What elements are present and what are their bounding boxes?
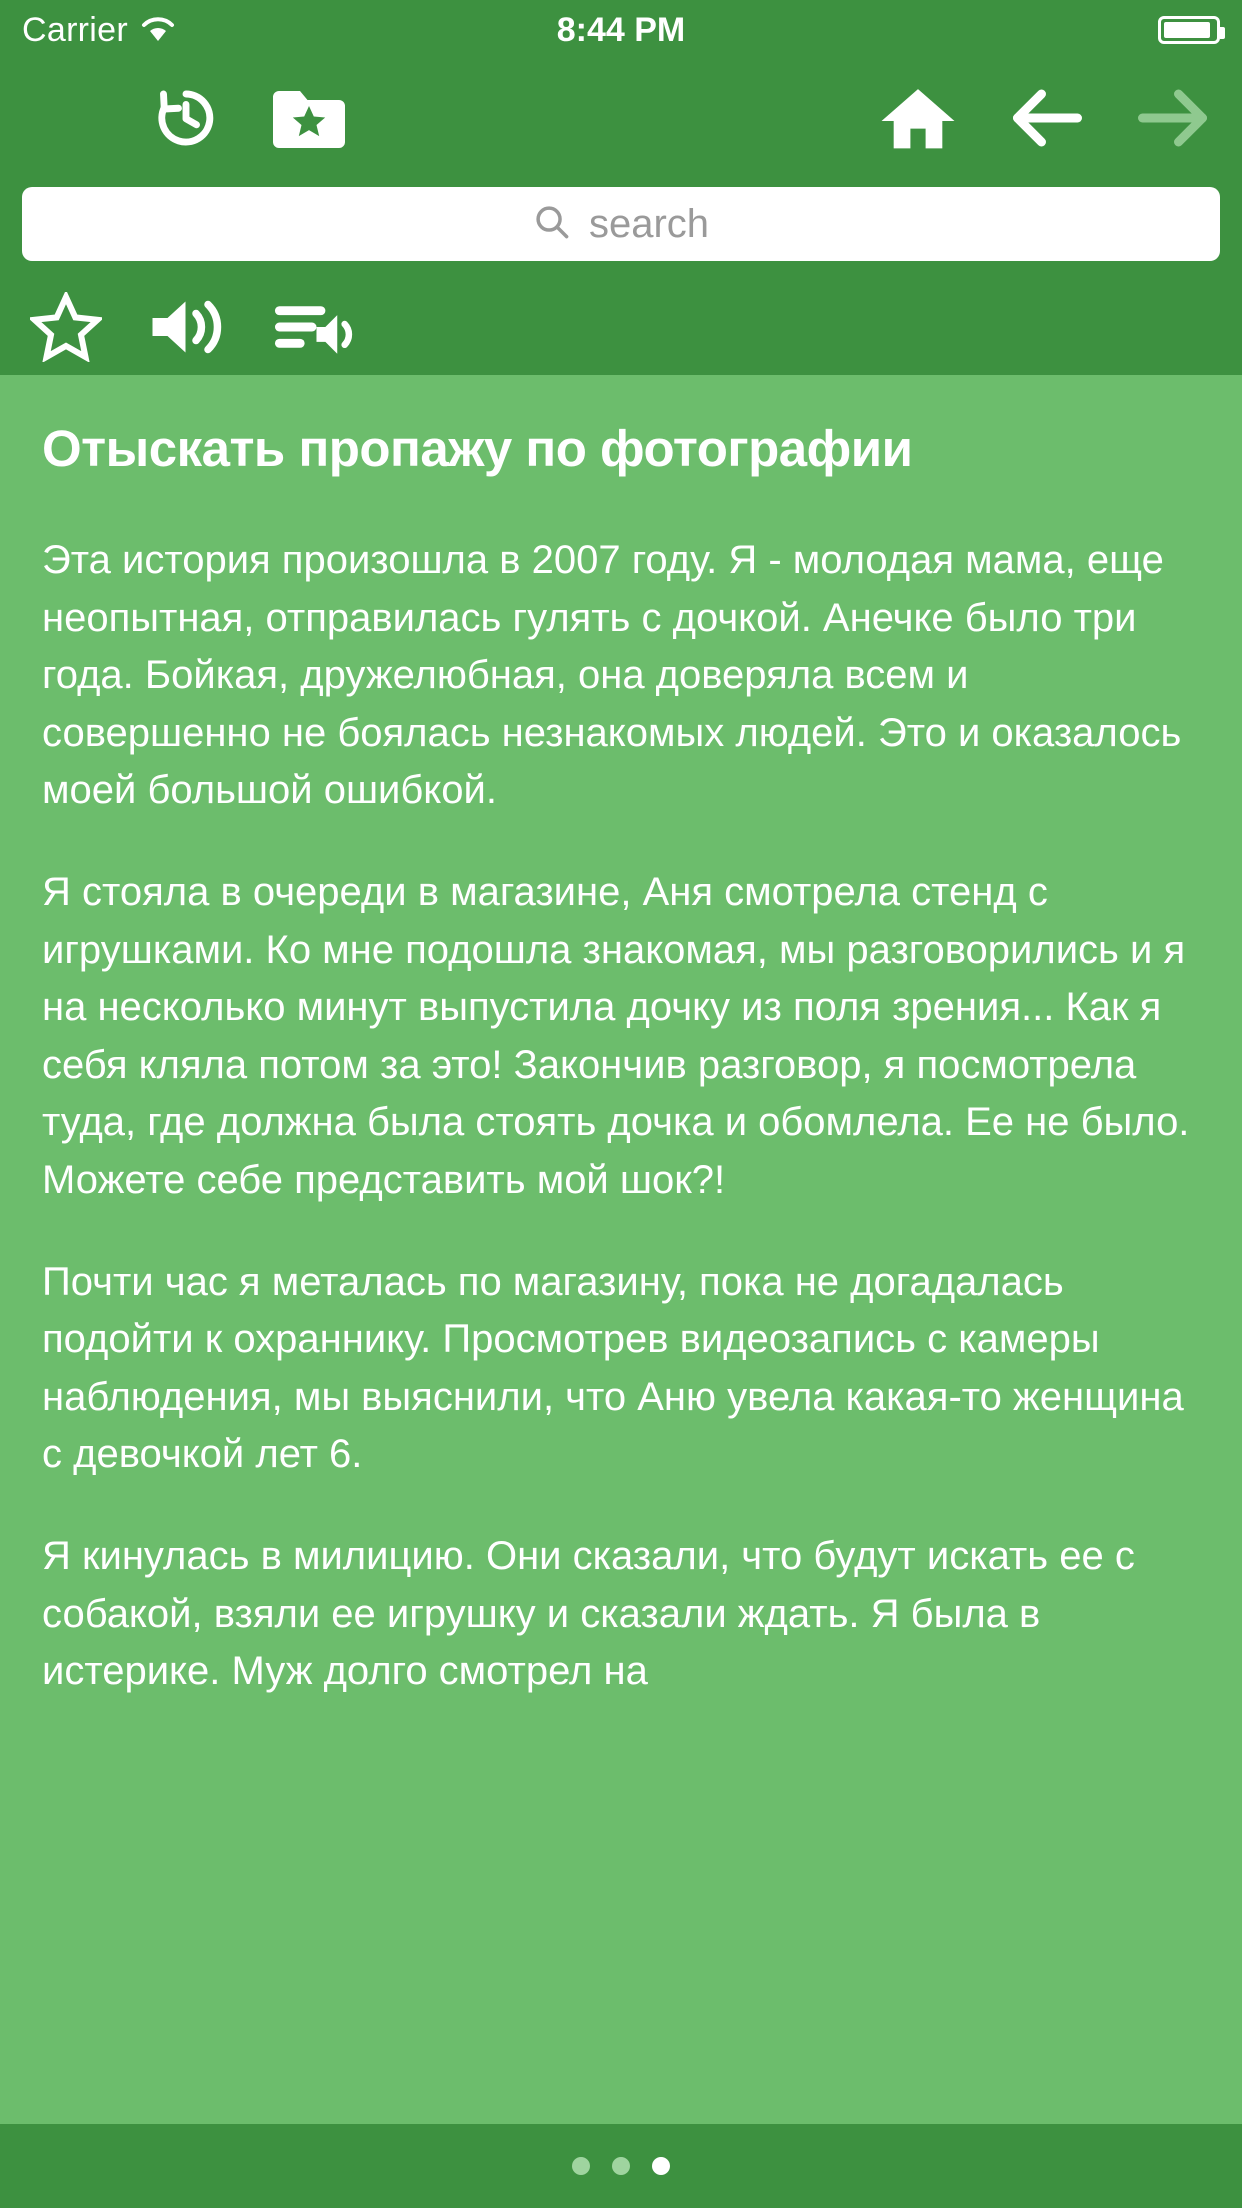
- page-title: Отыскать пропажу по фотографии: [42, 420, 913, 477]
- arrow-right-icon[interactable]: [1136, 88, 1212, 148]
- search-icon: [533, 203, 571, 246]
- search-placeholder: search: [588, 201, 710, 246]
- folder-star-icon[interactable]: [270, 85, 348, 151]
- page-dot[interactable]: [612, 2157, 630, 2175]
- carrier-label: Carrier: [22, 10, 128, 49]
- star-outline-icon[interactable]: [30, 292, 102, 362]
- page-dot-active[interactable]: [652, 2157, 670, 2175]
- article-paragraph: Эта история произошла в 2007 году. Я - молодая мама, еще неопытная, отправилась гулять с дочкой. Анечке было три года. Бойкая, дружелюбная, она доверяла всем и совершенно не боялась незнакомых людей. Это и оказалось моей большой ошибкой.: [42, 538, 1182, 813]
- home-icon[interactable]: [880, 84, 956, 152]
- article-paragraph: Почти час я металась по магазину, пока не догадалась подойти к охраннику. Просмотрев видеозапись с камеры наблюдения, мы выяснили, что Аню увела какая-то женщина с девочкой лет 6.: [42, 1259, 1184, 1477]
- article-paragraph: Я стояла в очереди в магазине, Аня смотрела стенд с игрушками. Ко мне подошла знакомая, мы разговорились и я на несколько минут выпустила дочку из поля зрения... Как я себя кляла потом за это! Закончив разговор, я посмотрела туда, где должна была стоять дочка и обомлела. Ее не было. Можете себе представить мой шок?!: [42, 870, 1190, 1203]
- nav-right-group: [880, 84, 1212, 152]
- speaker-icon[interactable]: [146, 294, 228, 360]
- wifi-icon: [140, 16, 176, 44]
- status-bar-left: [22, 11, 176, 50]
- nav-left-group: [30, 82, 348, 154]
- top-navigation-bar: [0, 60, 1242, 175]
- status-bar-right: [1158, 16, 1220, 44]
- status-bar: [0, 0, 1242, 60]
- status-time: 8:44 PM: [556, 10, 686, 49]
- hamburger-menu-icon[interactable]: [30, 92, 102, 144]
- article-content[interactable]: [0, 375, 1242, 2208]
- page-indicator: [0, 2124, 1242, 2208]
- history-clock-icon[interactable]: [150, 82, 222, 154]
- search-bar-container: [0, 175, 1242, 279]
- text-to-speech-icon[interactable]: [272, 294, 358, 360]
- page-dot[interactable]: [572, 2157, 590, 2175]
- article-paragraph: Я кинулась в милицию. Они сказали, что будут искать ее с собакой, взяли ее игрушку и сказали ждать. Я была в истерике. Муж долго смотрел на: [42, 1533, 1135, 1694]
- search-input[interactable]: [22, 187, 1220, 261]
- battery-icon: [1158, 16, 1220, 44]
- arrow-left-icon[interactable]: [1008, 88, 1084, 148]
- article-tool-row: [0, 279, 1242, 375]
